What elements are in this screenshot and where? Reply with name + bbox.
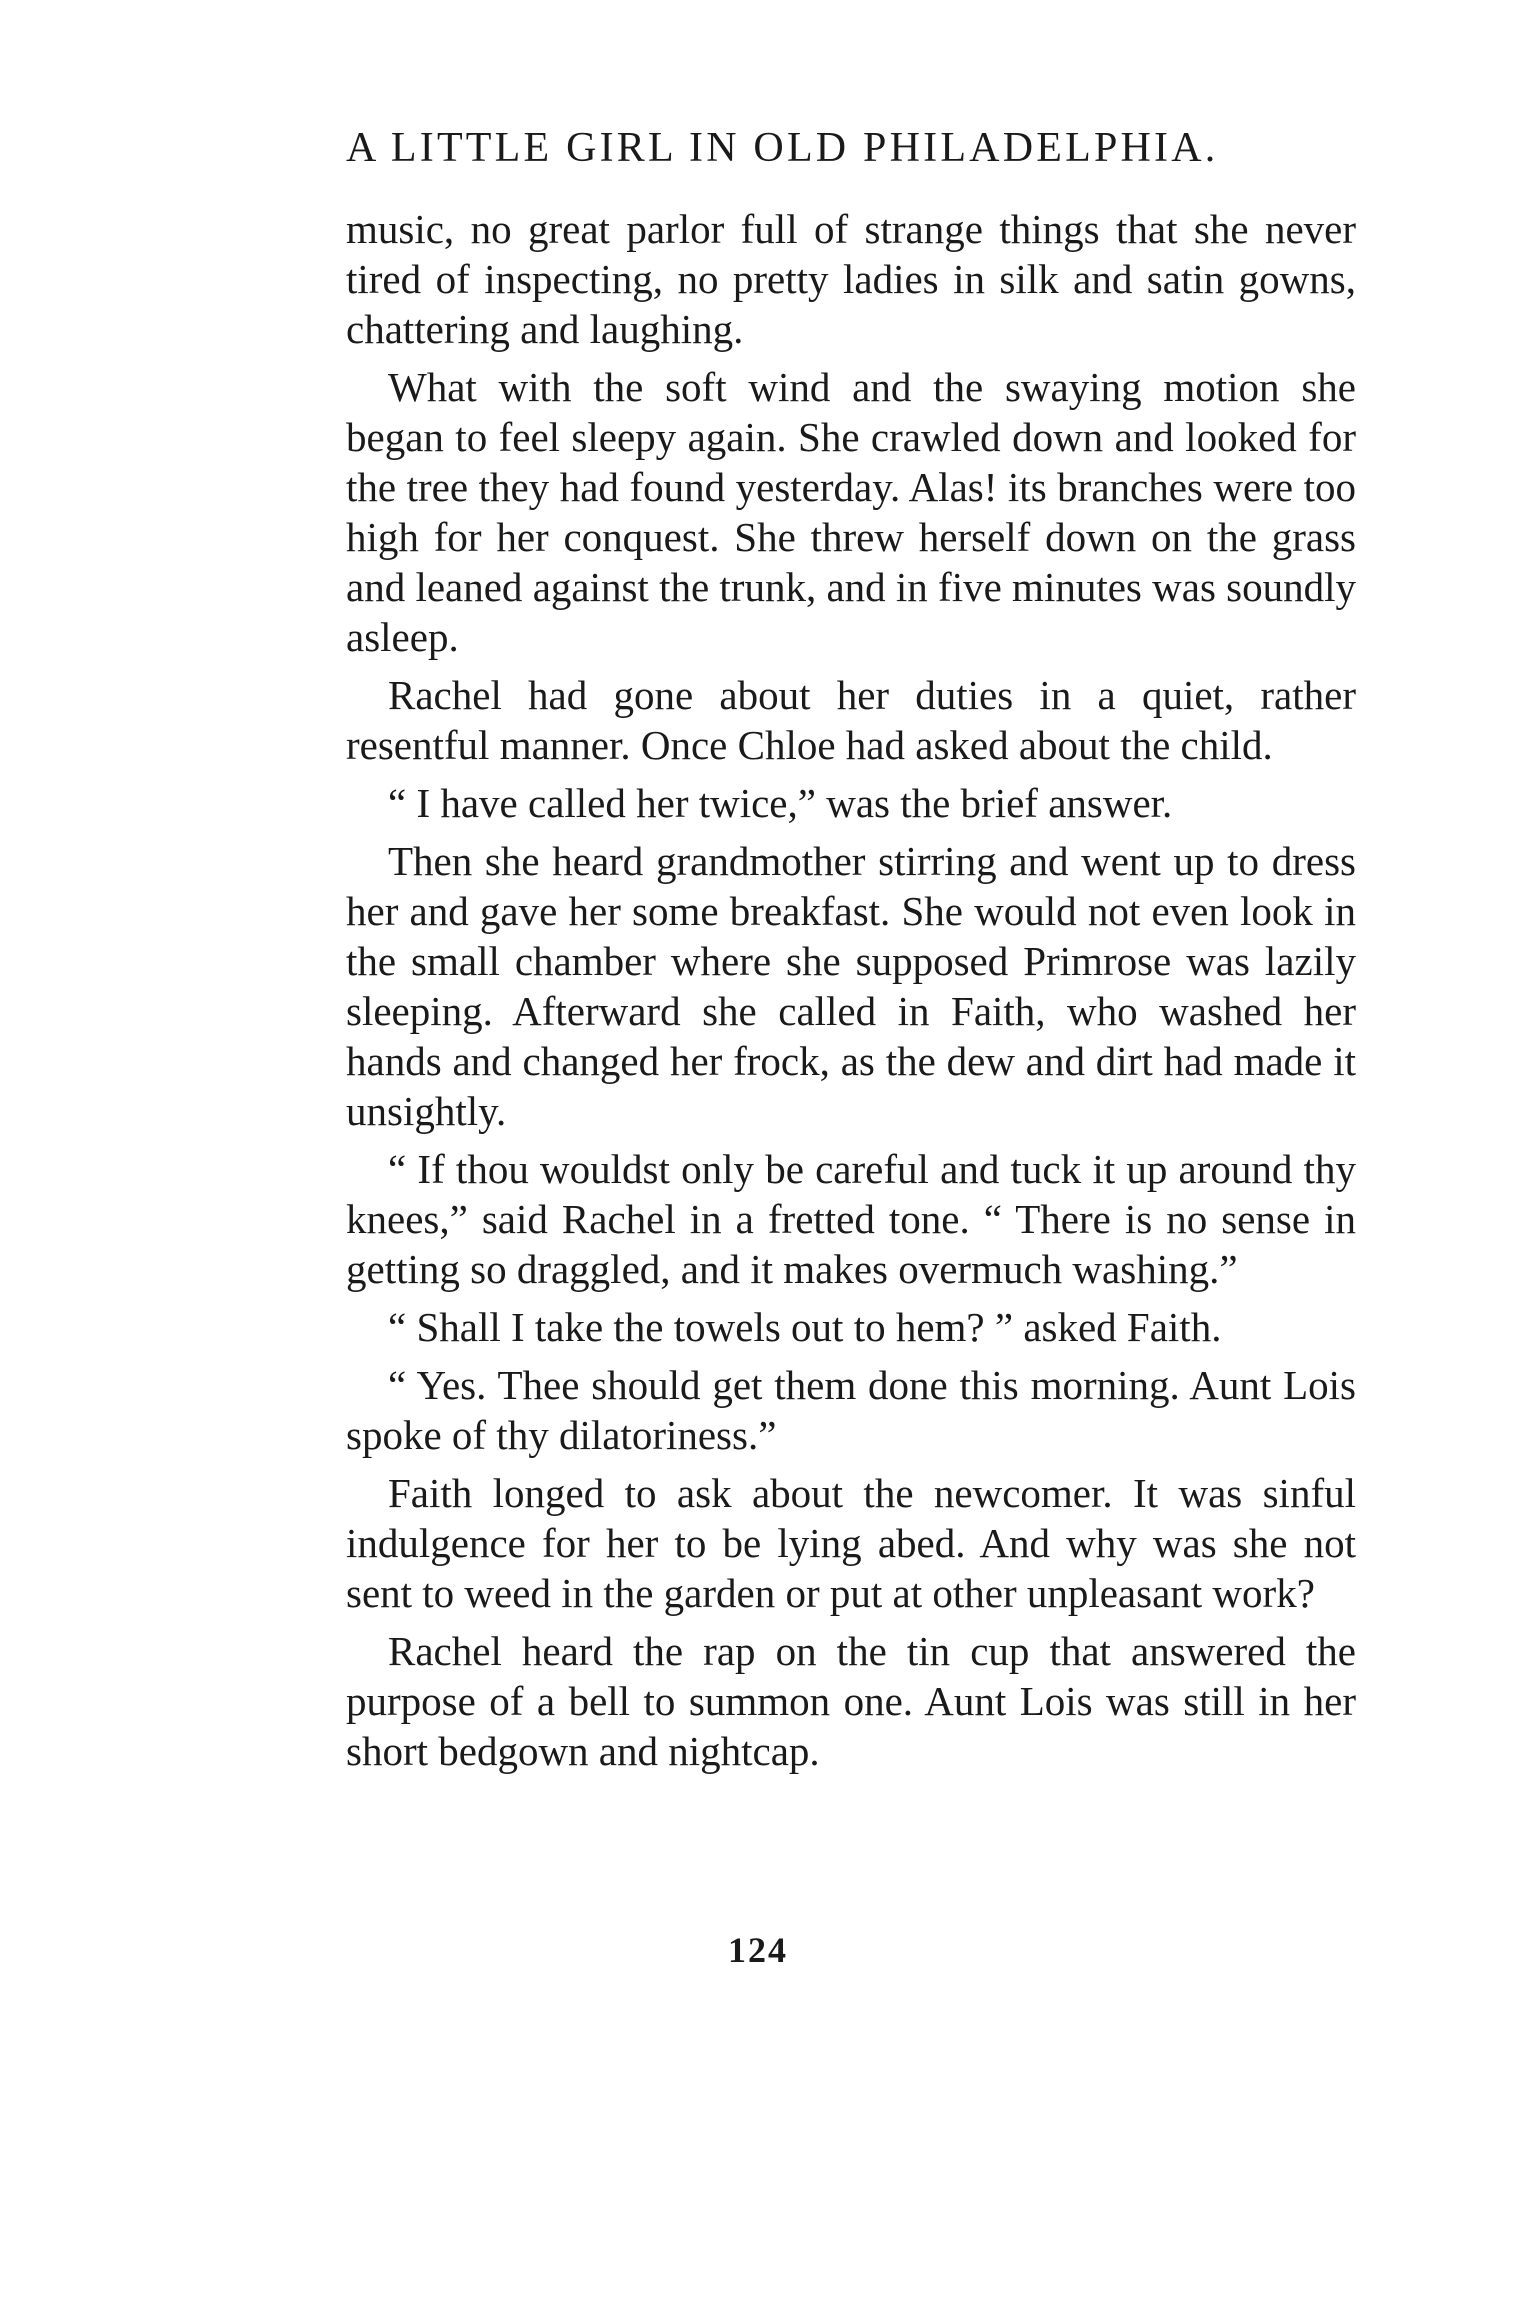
paragraph: “ Shall I take the towels out to hem? ” asked Faith.	[388, 1304, 1222, 1350]
running-head: A LITTLE GIRL IN OLD PHILADELPHIA.	[346, 125, 1219, 171]
paragraph: Faith longed to ask about the newcomer. It was sinful indulgence for her to be lying abed. And why was she not sent to weed in the garden or put at other unpleasant work?	[346, 1470, 1356, 1616]
paragraph: “ Yes. Thee should get them done this morning. Aunt Lois spoke of thy dilatoriness.”	[346, 1362, 1356, 1458]
paragraph: Rachel had gone about her duties in a quiet, rather resentful manner. Once Chloe had asked about the child.	[346, 672, 1356, 768]
paragraph: “ I have called her twice,” was the brief answer.	[388, 780, 1173, 826]
paragraph: Rachel heard the rap on the tin cup that answered the purpose of a bell to summon one. Aunt Lois was still in her short bedgown and nightcap.	[346, 1628, 1356, 1774]
paragraph-continued: music, no great parlor full of strange things that she never tired of inspecting, no pretty ladies in silk and satin gowns, chattering and laughing.	[346, 206, 1356, 352]
paragraph: “ If thou wouldst only be careful and tuck it up around thy knees,” said Rachel in a fretted tone. “ There is no sense in getting so draggled, and it makes overmuch washing.”	[346, 1146, 1356, 1292]
paragraph: Then she heard grandmother stirring and went up to dress her and gave her some breakfast. She would not even look in the small chamber where she supposed Primrose was lazily sleeping. Afterward she called in Faith, who washed her hands and changed her frock, as the dew and dirt had made it unsightly.	[346, 838, 1356, 1134]
body-text	[346, 204, 1356, 1784]
page-number: 124	[728, 1930, 788, 1970]
paragraph: What with the soft wind and the swaying motion she began to feel sleepy again. She crawled down and looked for the tree they had found yesterday. Alas! its branches were too high for her conquest. She threw herself down on the grass and leaned against the trunk, and in five minutes was soundly asleep.	[346, 364, 1356, 660]
